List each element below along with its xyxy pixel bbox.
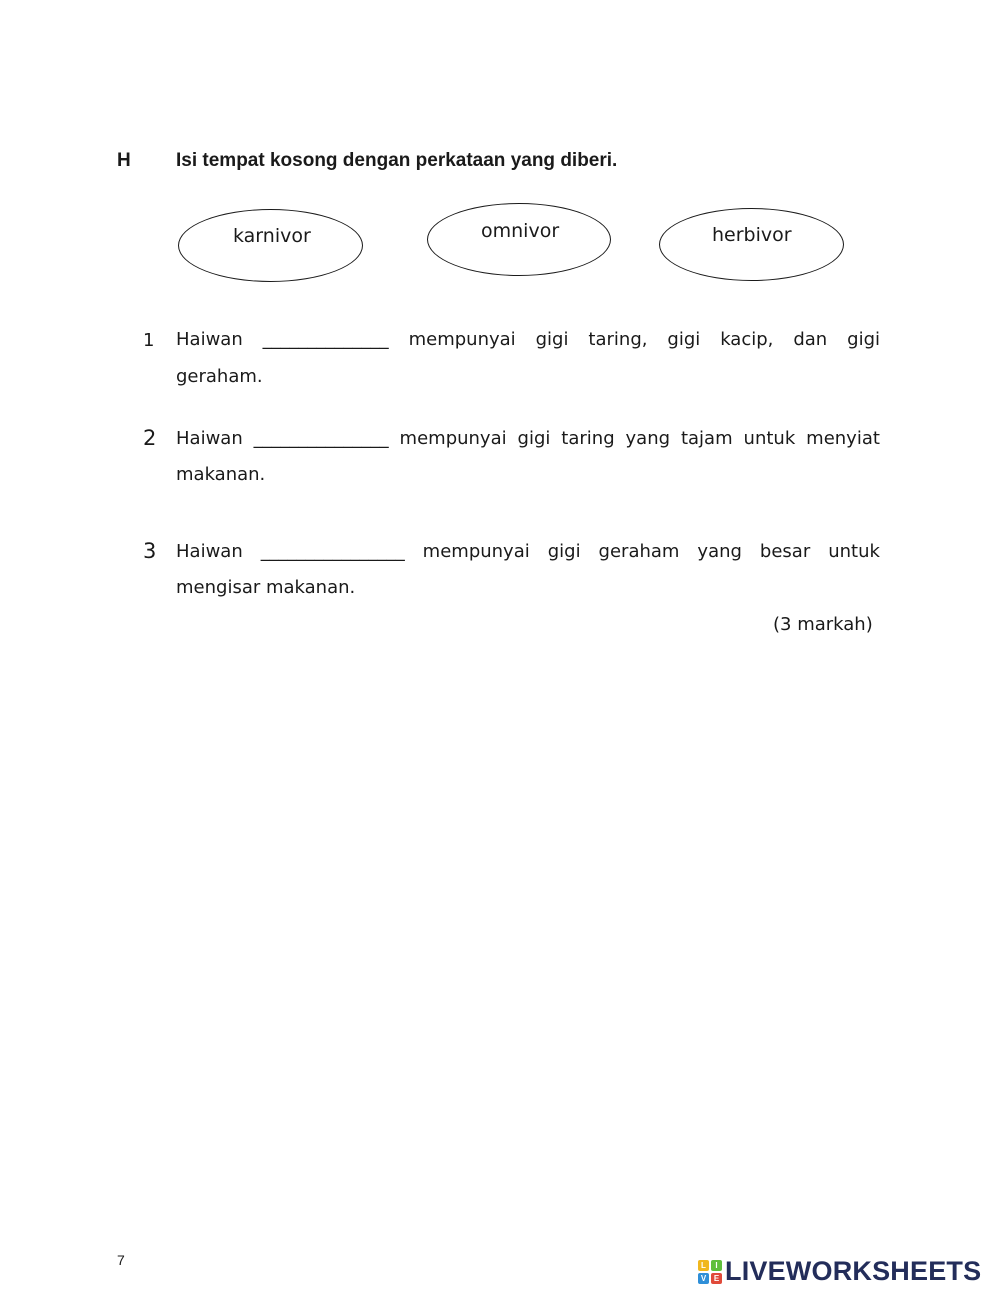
question-word: untuk [743,428,796,449]
question-word: taring, [588,329,648,350]
question-word: menyiat [806,428,880,449]
question-word: Haiwan [176,541,243,562]
marks-label: (3 markah) [773,614,873,635]
question-word: geraham [598,541,680,562]
question-3-continuation: mengisar makanan. [176,577,356,598]
question-number: 2 [143,426,157,450]
section-instruction: Isi tempat kosong dengan perkataan yang diberi. [176,150,618,171]
question-2-continuation: makanan. [176,464,266,485]
question-word: Haiwan [176,428,243,449]
question-word: gigi [517,428,551,449]
question-1-continuation: geraham. [176,366,263,387]
question-2-line [176,428,880,449]
logo-tile: E [711,1273,722,1284]
word-bank-word: omnivor [481,220,560,242]
liveworksheets-logo-icon [698,1260,722,1284]
question-word: besar [759,541,811,562]
question-word: taring [561,428,615,449]
question-word: kacip, [720,329,774,350]
brand-wordmark: LIVEWORKSHEETS [725,1256,982,1286]
question-word: untuk [828,541,880,562]
question-word: gigi [847,329,880,350]
logo-tile: L [698,1260,709,1271]
question-1-line [176,329,880,350]
section-letter: H [117,150,131,171]
word-bank-word: karnivor [233,225,311,247]
question-word: Haiwan [176,329,243,350]
answer-blank[interactable]: ______________ [262,329,389,350]
logo-tile: I [711,1260,722,1271]
question-3-line [176,541,880,562]
question-word: dan [793,329,828,350]
question-word: gigi [667,329,701,350]
question-word: yang [697,541,742,562]
question-word: tajam [680,428,733,449]
word-bank-word: herbivor [712,224,792,246]
liveworksheets-brand [698,1256,981,1287]
answer-blank[interactable]: _______________ [253,428,389,449]
page-number: 7 [117,1252,125,1268]
answer-blank[interactable]: ________________ [260,541,405,562]
question-word: mempunyai [422,541,530,562]
question-word: mempunyai [399,428,507,449]
question-word: yang [625,428,671,449]
question-number: 1 [143,330,155,351]
question-word: gigi [535,329,569,350]
question-word: gigi [547,541,581,562]
question-number: 3 [143,539,157,563]
question-word: mempunyai [408,329,516,350]
logo-tile: V [698,1273,709,1284]
